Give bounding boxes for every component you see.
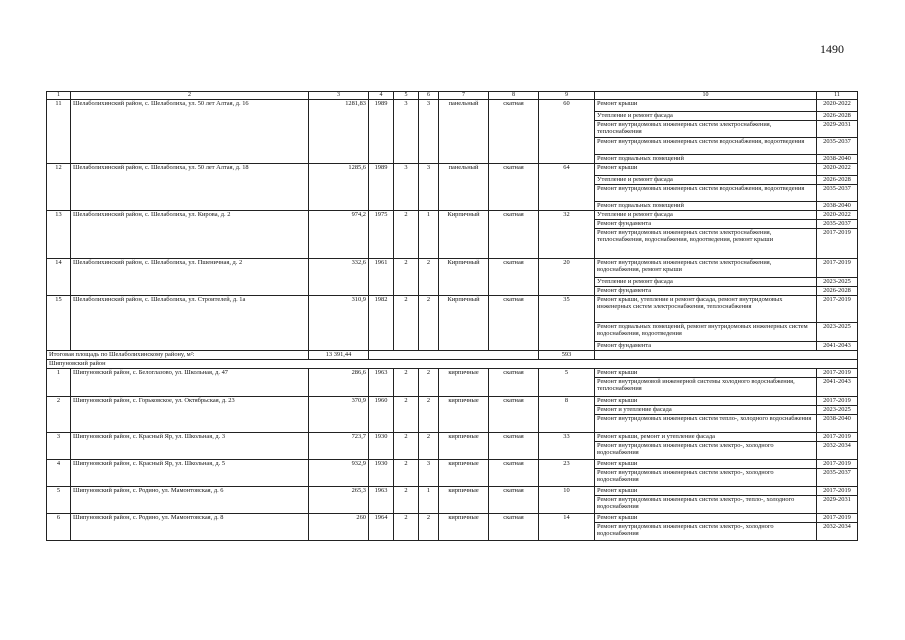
residents-cell: 23 xyxy=(539,459,595,486)
column-number: 6 xyxy=(419,92,439,100)
total-row xyxy=(47,350,858,359)
section-header-row xyxy=(47,359,858,368)
area-cell: 265,3 xyxy=(309,486,369,513)
entrances-cell: 3 xyxy=(419,459,439,486)
entrances-cell: 1 xyxy=(419,486,439,513)
address-cell: Шипуновский район, с. Красный Яр, ул. Школьная, д. 3 xyxy=(71,432,309,459)
work-period-cell: 2029-2031 xyxy=(817,120,858,137)
work-period-cell: 2017-2019 xyxy=(817,258,858,277)
table-row xyxy=(47,432,858,441)
area-cell: 974,2 xyxy=(309,210,369,258)
work-name-cell: Ремонт внутридомовых инженерных систем электроснабжения, теплоснабжения, водоснабжения, водоотведения, ремонт крыши xyxy=(595,228,817,258)
work-period-cell: 2017-2019 xyxy=(817,459,858,468)
row-number: 12 xyxy=(47,163,71,210)
entrances-cell: 2 xyxy=(419,368,439,396)
work-name-cell: Ремонт крыши, ремонт и утепление фасада xyxy=(595,432,817,441)
roof-type-cell: скатная xyxy=(489,396,539,432)
column-number: 8 xyxy=(489,92,539,100)
column-number: 1 xyxy=(47,92,71,100)
table-row xyxy=(47,513,858,522)
table-body xyxy=(47,92,858,541)
address-cell: Шелаболихинский район, с. Шелаболиха, ул. Кирова, д. 2 xyxy=(71,210,309,258)
work-name-cell: Ремонт крыши, утепление и ремонт фасада, ремонт внутридомовых инженерных систем электроснабжения, теплоснабжения xyxy=(595,295,817,322)
roof-type-cell: скатная xyxy=(489,513,539,540)
wall-material-cell: панельный xyxy=(439,163,489,210)
row-number: 11 xyxy=(47,99,71,163)
row-number: 13 xyxy=(47,210,71,258)
column-number: 7 xyxy=(439,92,489,100)
roof-type-cell: скатная xyxy=(489,486,539,513)
work-name-cell: Ремонт фундамента xyxy=(595,286,817,295)
area-cell: 932,9 xyxy=(309,459,369,486)
address-cell: Шелаболихинский район, с. Шелаболиха, ул. 50 лет Алтая, д. 18 xyxy=(71,163,309,210)
residents-cell: 64 xyxy=(539,163,595,210)
total-area: 13 391,44 xyxy=(309,350,369,359)
area-cell: 310,9 xyxy=(309,295,369,350)
work-period-cell: 2038-2040 xyxy=(817,154,858,163)
floors-cell: 2 xyxy=(394,432,419,459)
work-name-cell: Ремонт подвальных помещений xyxy=(595,201,817,210)
row-number: 4 xyxy=(47,459,71,486)
work-name-cell: Ремонт подвальных помещений xyxy=(595,154,817,163)
row-number: 2 xyxy=(47,396,71,432)
wall-material-cell: кирпичные xyxy=(439,486,489,513)
work-period-cell: 2017-2019 xyxy=(817,295,858,322)
work-period-cell: 2035-2037 xyxy=(817,184,858,201)
roof-type-cell: скатная xyxy=(489,258,539,295)
area-cell: 1281,83 xyxy=(309,99,369,163)
residents-cell: 33 xyxy=(539,432,595,459)
roof-type-cell: скатная xyxy=(489,295,539,350)
floors-cell: 2 xyxy=(394,396,419,432)
work-period-cell: 2035-2037 xyxy=(817,137,858,154)
residents-cell: 60 xyxy=(539,99,595,163)
total-label: Итоговая площадь по Шелаболихинскому району, м²: xyxy=(47,350,309,359)
work-name-cell: Ремонт крыши xyxy=(595,163,817,175)
residents-cell: 8 xyxy=(539,396,595,432)
floors-cell: 2 xyxy=(394,459,419,486)
work-period-cell: 2017-2019 xyxy=(817,396,858,405)
work-period-cell: 2017-2019 xyxy=(817,513,858,522)
work-period-cell: 2023-2025 xyxy=(817,322,858,341)
work-name-cell: Ремонт внутридомовых инженерных систем электро-, холодного водоснабжения xyxy=(595,522,817,540)
table-row xyxy=(47,258,858,277)
work-period-cell: 2038-2040 xyxy=(817,201,858,210)
table-row xyxy=(47,210,858,219)
work-name-cell: Ремонт подвальных помещений, ремонт внутридомовых инженерных систем водоснабжения, водоотведения xyxy=(595,322,817,341)
work-period-cell: 2026-2028 xyxy=(817,111,858,120)
work-name-cell: Ремонт крыши xyxy=(595,459,817,468)
wall-material-cell: кирпичные xyxy=(439,513,489,540)
address-cell: Шелаболихинский район, с. Шелаболиха, ул. Пшеничная, д. 2 xyxy=(71,258,309,295)
column-number: 2 xyxy=(71,92,309,100)
wall-material-cell: кирпичные xyxy=(439,368,489,396)
work-name-cell: Ремонт фундамента xyxy=(595,219,817,228)
row-number: 5 xyxy=(47,486,71,513)
year-cell: 1975 xyxy=(369,210,394,258)
work-name-cell: Утепление и ремонт фасада xyxy=(595,277,817,286)
area-cell: 723,7 xyxy=(309,432,369,459)
year-cell: 1964 xyxy=(369,513,394,540)
floors-cell: 2 xyxy=(394,258,419,295)
work-name-cell: Ремонт внутридомовых инженерных систем водоснабжения, водоотведения xyxy=(595,137,817,154)
table-row xyxy=(47,163,858,175)
roof-type-cell: скатная xyxy=(489,163,539,210)
floors-cell: 2 xyxy=(394,486,419,513)
work-period-cell: 2035-2037 xyxy=(817,219,858,228)
residents-cell: 32 xyxy=(539,210,595,258)
year-cell: 1930 xyxy=(369,459,394,486)
roof-type-cell: скатная xyxy=(489,210,539,258)
work-name-cell: Ремонт крыши xyxy=(595,513,817,522)
year-cell: 1982 xyxy=(369,295,394,350)
area-cell: 1285,6 xyxy=(309,163,369,210)
work-period-cell: 2020-2022 xyxy=(817,99,858,111)
work-name-cell: Ремонт крыши xyxy=(595,396,817,405)
residents-cell: 14 xyxy=(539,513,595,540)
column-number: 3 xyxy=(309,92,369,100)
work-period-cell: 2020-2022 xyxy=(817,210,858,219)
entrances-cell: 2 xyxy=(419,396,439,432)
area-cell: 332,6 xyxy=(309,258,369,295)
residents-cell: 5 xyxy=(539,368,595,396)
work-name-cell: Ремонт крыши xyxy=(595,368,817,377)
work-period-cell: 2041-2043 xyxy=(817,341,858,350)
work-period-cell: 2023-2025 xyxy=(817,405,858,414)
residents-cell: 35 xyxy=(539,295,595,350)
work-name-cell: Ремонт и утепление фасада xyxy=(595,405,817,414)
year-cell: 1963 xyxy=(369,368,394,396)
address-cell: Шипуновский район, с. Красный Яр, ул. Школьная, д. 5 xyxy=(71,459,309,486)
wall-material-cell: Кирпичный xyxy=(439,295,489,350)
residents-cell: 10 xyxy=(539,486,595,513)
address-cell: Шелаболихинский район, с. Шелаболиха, ул. Строителей, д. 1а xyxy=(71,295,309,350)
page-number: 1490 xyxy=(820,42,844,56)
address-cell: Шипуновский район, с. Родино, ул. Мамонтовская, д. 8 xyxy=(71,513,309,540)
work-period-cell: 2017-2019 xyxy=(817,432,858,441)
year-cell: 1989 xyxy=(369,163,394,210)
work-period-cell: 2035-2037 xyxy=(817,468,858,486)
entrances-cell: 1 xyxy=(419,210,439,258)
wall-material-cell: панельный xyxy=(439,99,489,163)
roof-type-cell: скатная xyxy=(489,459,539,486)
work-period-cell: 2017-2019 xyxy=(817,228,858,258)
entrances-cell: 3 xyxy=(419,163,439,210)
roof-type-cell: скатная xyxy=(489,432,539,459)
work-name-cell: Ремонт крыши xyxy=(595,486,817,495)
address-cell: Шелаболихинский район, с. Шелаболиха, ул. 50 лет Алтая, д. 16 xyxy=(71,99,309,163)
work-name-cell: Ремонт внутридомовой инженерной системы холодного водоснабжения, теплоснабжения xyxy=(595,377,817,396)
work-name-cell: Ремонт внутридомовых инженерных систем электроснабжения, теплоснабжения xyxy=(595,120,817,137)
table-row xyxy=(47,396,858,405)
column-number: 4 xyxy=(369,92,394,100)
work-period-cell: 2032-2034 xyxy=(817,522,858,540)
column-number: 5 xyxy=(394,92,419,100)
work-period-cell: 2038-2040 xyxy=(817,414,858,432)
floors-cell: 2 xyxy=(394,295,419,350)
table-row xyxy=(47,459,858,468)
column-number: 11 xyxy=(817,92,858,100)
work-name-cell: Ремонт внутридомовых инженерных систем тепло-, холодного водоснабжения xyxy=(595,414,817,432)
work-period-cell: 2032-2034 xyxy=(817,441,858,459)
table-row xyxy=(47,486,858,495)
work-period-cell: 2017-2019 xyxy=(817,368,858,377)
address-cell: Шипуновский район, с. Родино, ул. Мамонтовская, д. 6 xyxy=(71,486,309,513)
work-name-cell: Ремонт внутридомовых инженерных систем электро-, холодного водоснабжения xyxy=(595,441,817,459)
row-number: 14 xyxy=(47,258,71,295)
work-period-cell: 2026-2028 xyxy=(817,286,858,295)
work-name-cell: Ремонт внутридомовых инженерных систем водоснабжения, водоотведения xyxy=(595,184,817,201)
work-name-cell: Ремонт внутридомовых инженерных систем электро-, холодного водоснабжения xyxy=(595,468,817,486)
work-period-cell: 2029-2031 xyxy=(817,495,858,513)
year-cell: 1930 xyxy=(369,432,394,459)
work-name-cell: Утепление и ремонт фасада xyxy=(595,210,817,219)
work-name-cell: Утепление и ремонт фасада xyxy=(595,111,817,120)
entrances-cell: 3 xyxy=(419,99,439,163)
table-row xyxy=(47,99,858,111)
work-period-cell: 2020-2022 xyxy=(817,163,858,175)
work-name-cell: Ремонт внутридомовых инженерных систем электро-, тепло-, холодного водоснабжения xyxy=(595,495,817,513)
capital-repair-table xyxy=(46,91,858,541)
wall-material-cell: Кирпичный xyxy=(439,258,489,295)
floors-cell: 2 xyxy=(394,368,419,396)
work-name-cell: Ремонт внутридомовых инженерных систем электроснабжения, водоснабжения, ремонт крыши xyxy=(595,258,817,277)
column-number: 10 xyxy=(595,92,817,100)
roof-type-cell: скатная xyxy=(489,99,539,163)
entrances-cell: 2 xyxy=(419,432,439,459)
roof-type-cell: скатная xyxy=(489,368,539,396)
entrances-cell: 2 xyxy=(419,258,439,295)
empty-cell xyxy=(595,350,858,359)
row-number: 1 xyxy=(47,368,71,396)
work-period-cell: 2041-2043 xyxy=(817,377,858,396)
total-residents: 593 xyxy=(539,350,595,359)
column-number: 9 xyxy=(539,92,595,100)
area-cell: 260 xyxy=(309,513,369,540)
empty-cell xyxy=(369,350,539,359)
work-period-cell: 2023-2025 xyxy=(817,277,858,286)
wall-material-cell: Кирпичный xyxy=(439,210,489,258)
residents-cell: 20 xyxy=(539,258,595,295)
wall-material-cell: кирпичные xyxy=(439,396,489,432)
address-cell: Шипуновский район, с. Горьковское, ул. Октябрьская, д. 23 xyxy=(71,396,309,432)
year-cell: 1963 xyxy=(369,486,394,513)
floors-cell: 2 xyxy=(394,210,419,258)
entrances-cell: 2 xyxy=(419,513,439,540)
work-period-cell: 2026-2028 xyxy=(817,175,858,184)
wall-material-cell: кирпичные xyxy=(439,459,489,486)
work-name-cell: Утепление и ремонт фасада xyxy=(595,175,817,184)
work-name-cell: Ремонт крыши xyxy=(595,99,817,111)
row-number: 6 xyxy=(47,513,71,540)
wall-material-cell: кирпичные xyxy=(439,432,489,459)
entrances-cell: 2 xyxy=(419,295,439,350)
floors-cell: 3 xyxy=(394,99,419,163)
area-cell: 286,6 xyxy=(309,368,369,396)
year-cell: 1961 xyxy=(369,258,394,295)
year-cell: 1960 xyxy=(369,396,394,432)
section-title: Шипуновский район xyxy=(47,359,858,368)
address-cell: Шипуновский район, с. Белоглазово, ул. Школьная, д. 47 xyxy=(71,368,309,396)
table-row xyxy=(47,295,858,322)
row-number: 15 xyxy=(47,295,71,350)
column-number-row xyxy=(47,92,858,100)
floors-cell: 3 xyxy=(394,163,419,210)
work-name-cell: Ремонт фундамента xyxy=(595,341,817,350)
work-period-cell: 2017-2019 xyxy=(817,486,858,495)
floors-cell: 2 xyxy=(394,513,419,540)
row-number: 3 xyxy=(47,432,71,459)
table-row xyxy=(47,368,858,377)
area-cell: 370,9 xyxy=(309,396,369,432)
year-cell: 1989 xyxy=(369,99,394,163)
